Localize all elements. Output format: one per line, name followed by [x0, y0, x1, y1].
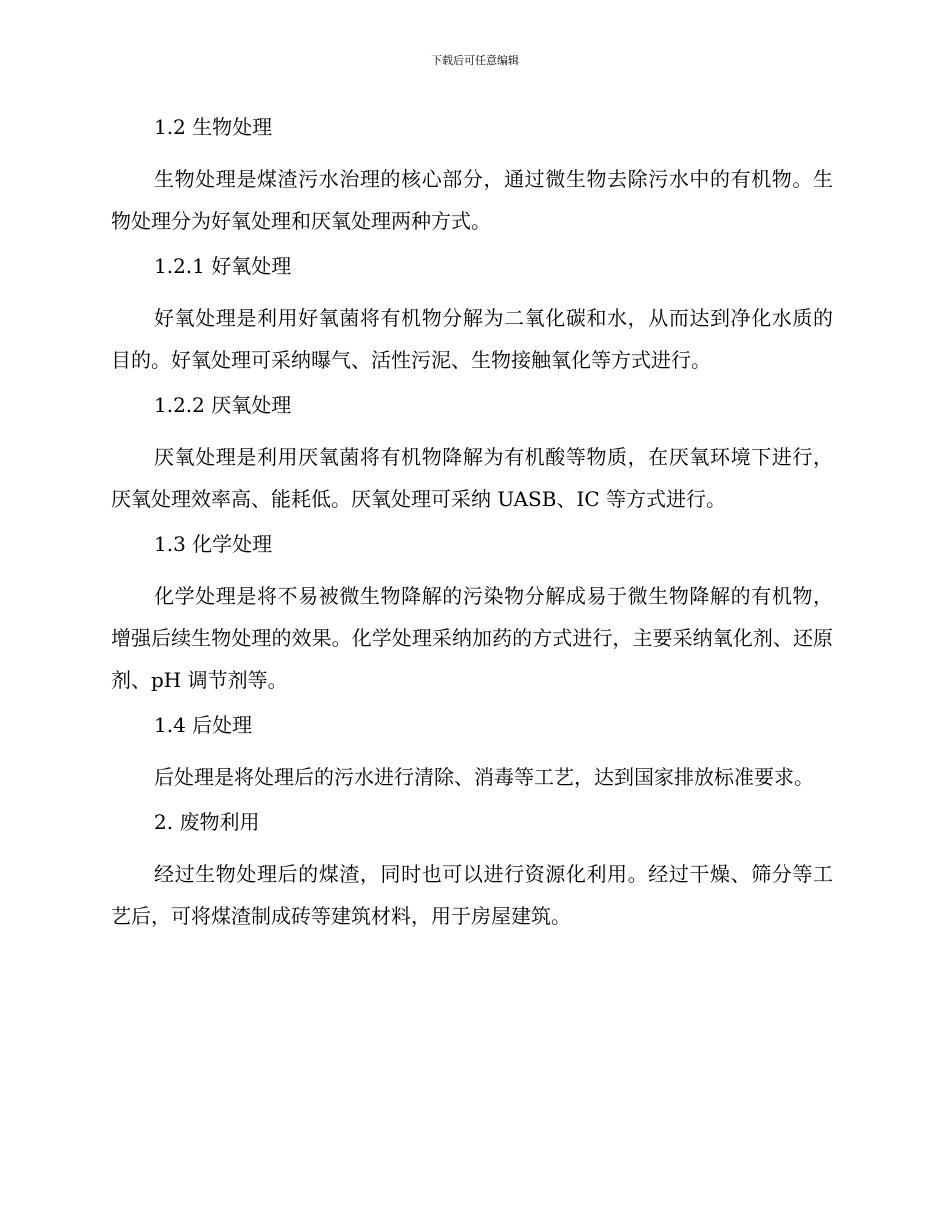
section-heading-1-2-2: 1.2.2 厌氧处理	[154, 393, 292, 417]
section-paragraph-1-3: 化学处理是将不易被微生物降解的污染物分解成易于微生物降解的有机物，增强后续生物处理的效果。化学处理采纳加药的方式进行，主要采纳氧化剂、还原剂、pH 调节剂等。	[111, 584, 833, 692]
page-header-note: 下载后可任意编辑	[431, 54, 519, 67]
section-paragraph-1-4: 后处理是将处理后的污水进行清除、消毒等工艺，达到国家排放标准要求。	[154, 765, 814, 789]
section-heading-1-4: 1.4 后处理	[154, 713, 253, 737]
section-heading-2: 2. 废物利用	[154, 810, 260, 834]
section-paragraph-1-2-1: 好氧处理是利用好氧菌将有机物分解为二氧化碳和水，从而达到净化水质的目的。好氧处理可采纳曝气、活性污泥、生物接触氧化等方式进行。	[111, 306, 833, 372]
section-heading-1-2-1: 1.2.1 好氧处理	[154, 254, 292, 278]
section-heading-1-2: 1.2 生物处理	[154, 115, 273, 139]
section-paragraph-1-2-2: 厌氧处理是利用厌氧菌将有机物降解为有机酸等物质，在厌氧环境下进行，厌氧处理效率高、能耗低。厌氧处理可采纳 UASB、IC 等方式进行。	[111, 445, 833, 511]
section-heading-1-3: 1.3 化学处理	[154, 532, 273, 556]
document-body	[111, 111, 833, 937]
section-paragraph-2: 经过生物处理后的煤渣，同时也可以进行资源化利用。经过干燥、筛分等工艺后，可将煤渣制成砖等建筑材料，用于房屋建筑。	[111, 862, 833, 928]
section-paragraph-1-2: 生物处理是煤渣污水治理的核心部分，通过微生物去除污水中的有机物。生物处理分为好氧处理和厌氧处理两种方式。	[111, 167, 833, 233]
